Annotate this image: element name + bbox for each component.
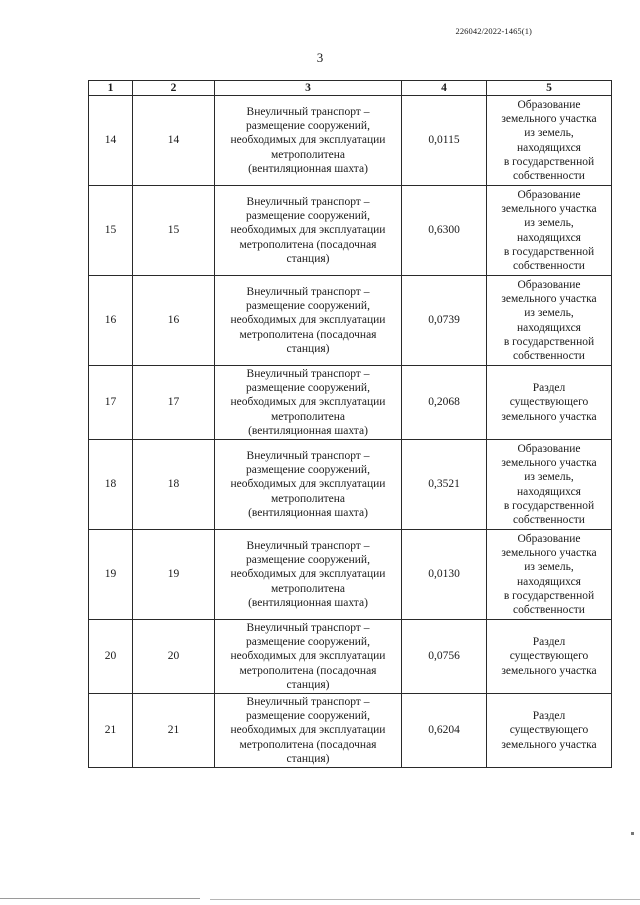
row-number-cell: 17 xyxy=(89,366,133,440)
table-row xyxy=(89,694,612,768)
formation-method-cell: Раздел существующего земельного участка xyxy=(487,620,612,694)
table-row xyxy=(89,530,612,620)
column-header-5: 5 xyxy=(487,81,612,96)
table-header-row xyxy=(89,81,612,96)
row-number-cell: 21 xyxy=(89,694,133,768)
row-number-cell: 16 xyxy=(89,276,133,366)
permitted-use-cell: Внеуличный транспорт – размещение сооружений, необходимых для эксплуатации метрополитена (посадочная станция) xyxy=(215,186,402,276)
table-row xyxy=(89,366,612,440)
table-row xyxy=(89,276,612,366)
area-cell: 0,0115 xyxy=(402,96,487,186)
scan-edge-line xyxy=(210,899,640,900)
plot-number-cell: 20 xyxy=(133,620,215,694)
formation-method-cell: Образование земельного участка из земель, находящихся в государственной собственности xyxy=(487,440,612,530)
column-header-2: 2 xyxy=(133,81,215,96)
plot-number-cell: 17 xyxy=(133,366,215,440)
area-cell: 0,0739 xyxy=(402,276,487,366)
area-cell: 0,0130 xyxy=(402,530,487,620)
scan-artifact xyxy=(631,832,634,835)
scan-edge-line xyxy=(0,898,200,899)
permitted-use-cell: Внеуличный транспорт – размещение сооружений, необходимых для эксплуатации метрополитена (вентиляционная шахта) xyxy=(215,96,402,186)
table-row xyxy=(89,96,612,186)
plot-number-cell: 19 xyxy=(133,530,215,620)
permitted-use-cell: Внеуличный транспорт – размещение сооружений, необходимых для эксплуатации метрополитена (посадочная станция) xyxy=(215,694,402,768)
table-row xyxy=(89,620,612,694)
column-header-1: 1 xyxy=(89,81,133,96)
formation-method-cell: Образование земельного участка из земель, находящихся в государственной собственности xyxy=(487,186,612,276)
row-number-cell: 18 xyxy=(89,440,133,530)
permitted-use-cell: Внеуличный транспорт – размещение сооружений, необходимых для эксплуатации метрополитена (вентиляционная шахта) xyxy=(215,366,402,440)
row-number-cell: 15 xyxy=(89,186,133,276)
permitted-use-cell: Внеуличный транспорт – размещение сооружений, необходимых для эксплуатации метрополитена (посадочная станция) xyxy=(215,276,402,366)
plot-number-cell: 16 xyxy=(133,276,215,366)
formation-method-cell: Раздел существующего земельного участка xyxy=(487,694,612,768)
plot-number-cell: 15 xyxy=(133,186,215,276)
table-row xyxy=(89,440,612,530)
document-id: 226042/2022-1465(1) xyxy=(455,26,532,36)
formation-method-cell: Образование земельного участка из земель, находящихся в государственной собственности xyxy=(487,530,612,620)
land-plots-table xyxy=(88,80,612,768)
permitted-use-cell: Внеуличный транспорт – размещение сооружений, необходимых для эксплуатации метрополитена (вентиляционная шахта) xyxy=(215,530,402,620)
area-cell: 0,2068 xyxy=(402,366,487,440)
formation-method-cell: Образование земельного участка из земель, находящихся в государственной собственности xyxy=(487,96,612,186)
row-number-cell: 19 xyxy=(89,530,133,620)
column-header-3: 3 xyxy=(215,81,402,96)
plot-number-cell: 14 xyxy=(133,96,215,186)
table-row xyxy=(89,186,612,276)
column-header-4: 4 xyxy=(402,81,487,96)
permitted-use-cell: Внеуличный транспорт – размещение сооружений, необходимых для эксплуатации метрополитена (посадочная станция) xyxy=(215,620,402,694)
row-number-cell: 20 xyxy=(89,620,133,694)
area-cell: 0,0756 xyxy=(402,620,487,694)
area-cell: 0,3521 xyxy=(402,440,487,530)
area-cell: 0,6204 xyxy=(402,694,487,768)
page-number: 3 xyxy=(316,50,324,65)
row-number-cell: 14 xyxy=(89,96,133,186)
plot-number-cell: 18 xyxy=(133,440,215,530)
formation-method-cell: Образование земельного участка из земель, находящихся в государственной собственности xyxy=(487,276,612,366)
formation-method-cell: Раздел существующего земельного участка xyxy=(487,366,612,440)
permitted-use-cell: Внеуличный транспорт – размещение сооружений, необходимых для эксплуатации метрополитена (вентиляционная шахта) xyxy=(215,440,402,530)
area-cell: 0,6300 xyxy=(402,186,487,276)
plot-number-cell: 21 xyxy=(133,694,215,768)
